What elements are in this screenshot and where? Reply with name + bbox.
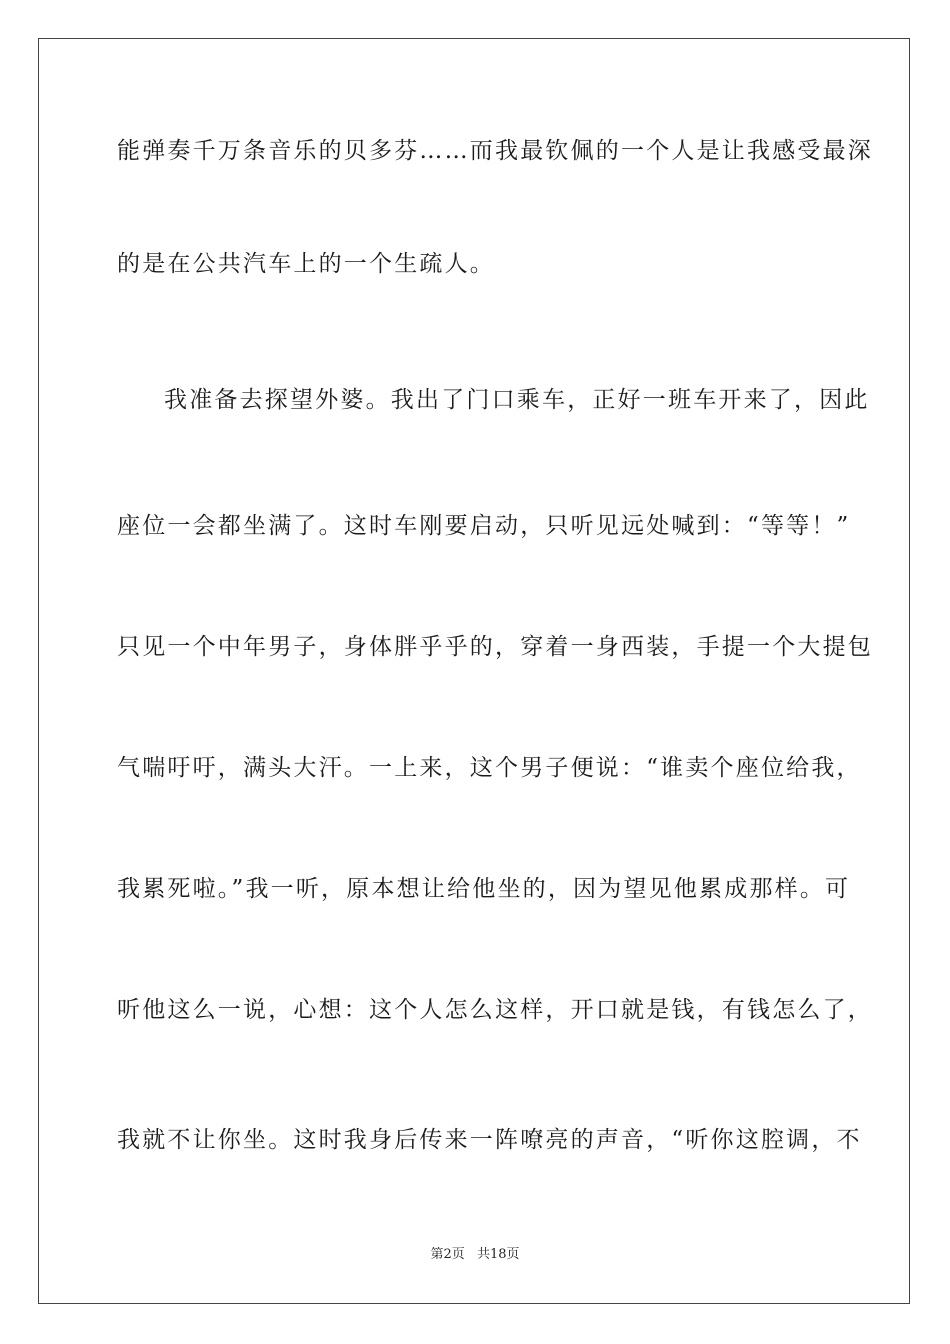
text-line-8: 听他这么一说，心想：这个人怎么这样，开口就是钱，有钱怎么了， — [117, 997, 873, 1023]
page-number: 第2页 — [430, 1247, 465, 1262]
text-line-5: 只见一个中年男子，身体胖乎乎的，穿着一身西装，手提一个大提包 — [117, 634, 873, 660]
text-line-6: 气喘吁吁，满头大汗。一上来，这个男子便说：“谁卖个座位给我， — [117, 755, 862, 781]
text-line-4: 座位一会都坐满了。这时车刚要启动，只听见远处喊到：“等等！” — [117, 513, 851, 539]
text-line-1: 能弹奏千万条音乐的贝多芬……而我最钦佩的一个人是让我感受最深 — [117, 138, 873, 164]
page-border — [38, 38, 910, 1304]
text-line-2: 的是在公共汽车上的一个生疏人。 — [117, 251, 495, 277]
text-line-3: 我准备去探望外婆。我出了门口乘车，正好一班车开来了，因此 — [164, 387, 870, 413]
page-total: 共18页 — [476, 1247, 520, 1262]
page-footer — [0, 1246, 950, 1264]
text-line-9: 我就不让你坐。这时我身后传来一阵嘹亮的声音，“听你这腔调，不 — [117, 1127, 862, 1153]
text-line-7: 我累死啦。”我一听，原本想让给他坐的，因为望见他累成那样。可 — [117, 876, 851, 902]
